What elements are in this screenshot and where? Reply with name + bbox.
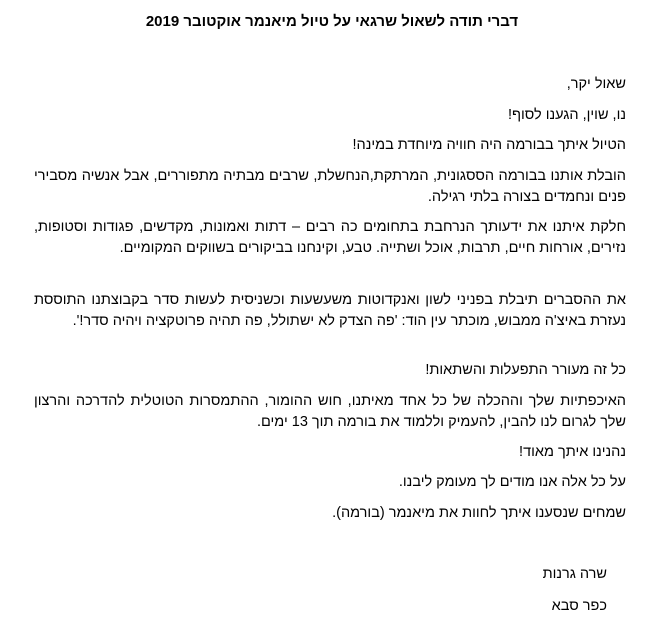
signature-place: כפר סבא <box>551 598 607 614</box>
paragraph-4: חלקת איתנו את ידעותך הנרחבת בתחומים כה רבים – דתות ואמונות, מקדשים, פגודות וסטופות, נזירים, אורחות חיים, תרבות, אוכל ושתייה. טבע, וקינחנו בביקורים בשווקים המקומיים. <box>34 219 626 256</box>
signature-name: שרה גרנות <box>542 566 607 582</box>
paragraph-5: את ההסברים תיבלת בפניני לשון ואנקדוטות משעשעות וכשניסית לעשות סדר בקבוצתנו התוססת נעזרת באיצ'ה ממבוש, מוכתר עין הוד: 'פה הצדק לא ישתולל, פה תהיה פרוטקציה ויהיה סדר!'. <box>34 292 626 329</box>
paragraph-6: כל זה מעורר התפעלות והשתאות! <box>425 362 626 378</box>
paragraph-10: שמחים שנסענו איתך לחוות את מיאנמר (בורמה). <box>332 505 626 521</box>
paragraph-8: נהנינו איתך מאוד! <box>519 444 626 460</box>
paragraph-3: הובלת אותנו בבורמה הססגונית, המרתקת,הנחשלת, שרבים מבתיה מתפוררים, אבל אנשיה מסבירי פנים ונחמדים בצורה בלתי רגילה. <box>34 168 626 205</box>
paragraph-1: נו, שוין, הגענו לסוף! <box>507 107 626 123</box>
letter-title: דברי תודה לשאול שרגאי על טיול מיאנמר אוקטובר 2019 <box>145 13 519 30</box>
greeting: שאול יקר, <box>566 76 626 92</box>
paragraph-7: האיכפתיות שלך וההכלה של כל אחד מאיתנו, חוש ההומור, ההתמסרות הטוטלית להדרכה והרצון שלך לגרום לנו להבין, להעמיק וללמוד את בורמה תוך 13 ימים. <box>34 393 626 430</box>
paragraph-2: הטיול איתך בבורמה היה חוויה מיוחדת במינה! <box>352 137 626 153</box>
paragraph-9: על כל אלה אנו מודים לך מעומק ליבנו. <box>398 474 626 490</box>
